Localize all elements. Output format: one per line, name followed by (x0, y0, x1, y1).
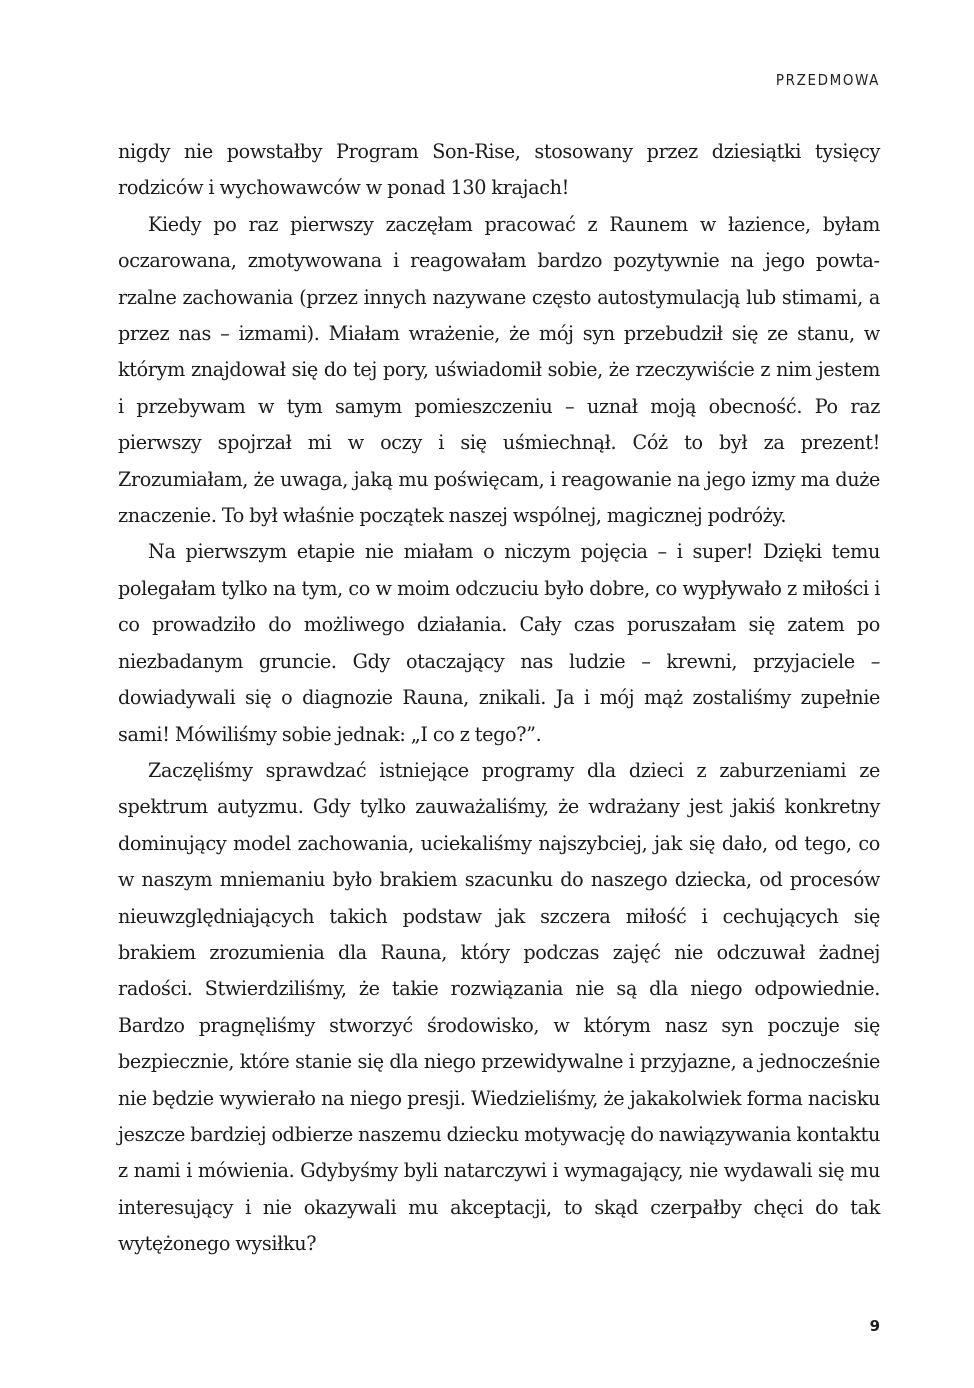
page-number: 9 (869, 1317, 880, 1335)
paragraph: Na pierwszym etapie nie miałam o niczym pojęcia – i super! Dzięki temu polegałam tylko na tym, co w moim odczuciu było dobre, co wypływało z miłości i co prowadziło do możliwego działania. Cały czas poruszałam się zatem po niezbadanym gruncie. Gdy otaczający nas ludzie – krewni, przyjaciele – dowiadywali się o diagnozie Rauna, znikali. Ja i mój mąż zostaliśmy zupełnie sami! Mówiliśmy sobie jednak: „I co z tego?”. (118, 540, 880, 746)
body-text (118, 134, 880, 1263)
paragraph-continued: nigdy nie powstałby Program Son-Rise, stosowany przez dziesiątki tysięcy rodziców i wychowawców w ponad 130 krajach! (118, 140, 880, 200)
paragraph: Zaczęliśmy sprawdzać istniejące programy dla dzieci z zaburzeniami ze spektrum autyzmu. Gdy tylko zauważaliśmy, że wdrażany jest jakiś konkretny dominujący model zachowania, uciekaliśmy najszybciej, jak się dało, od tego, co w naszym mniemaniu było brakiem szacunku do naszego dziecka, od procesów nieuwzględniających takich podstaw jak szczera miłość i cechujących się brakiem zrozumienia dla Rauna, który podczas zajęć nie odczuwał żadnej radości. Stwierdziliśmy, że takie rozwiązania nie są dla niego odpowiednie. Bardzo pragnęliśmy stworzyć środowisko, w którym nasz syn poczuje się bezpiecznie, które stanie się dla niego przewidywalne i przyjazne, a jednocześnie nie będzie wywierało na niego presji. Wiedzieliśmy, że jakakolwiek forma nacisku jeszcze bardziej odbierze naszemu dziecku motywację do nawiązywania kontaktu z nami i mówienia. Gdybyśmy byli natarczywi i wymagający, nie wydawali się mu interesujący i nie okazywali mu akceptacji, to skąd czerpałby chęci do tak wytężonego wysiłku? (118, 758, 880, 1256)
running-header: PRZEDMOWA (775, 71, 880, 89)
paragraph: Kiedy po raz pierwszy zaczęłam pracować z Raunem w łazience, byłam oczarowana, zmotywowana i reagowałam bardzo pozytywnie na jego powtarzalne zachowania (przez innych nazywane często autostymulacją lub stimami, a przez nas – izmami). Miałam wrażenie, że mój syn przebudził się ze stanu, w którym znajdował się do tej pory, uświadomił sobie, że rzeczywiście z nim jestem i przebywam w tym samym pomieszczeniu – uznał moją obecność. Po raz pierwszy spojrzał mi w oczy i się uśmiechnął. Cóż to był za prezent! Zrozumiałam, że uwaga, jaką mu poświęcam, i reagowanie na jego izmy ma duże znaczenie. To był właśnie początek naszej wspólnej, magicznej podróży. (118, 212, 880, 528)
